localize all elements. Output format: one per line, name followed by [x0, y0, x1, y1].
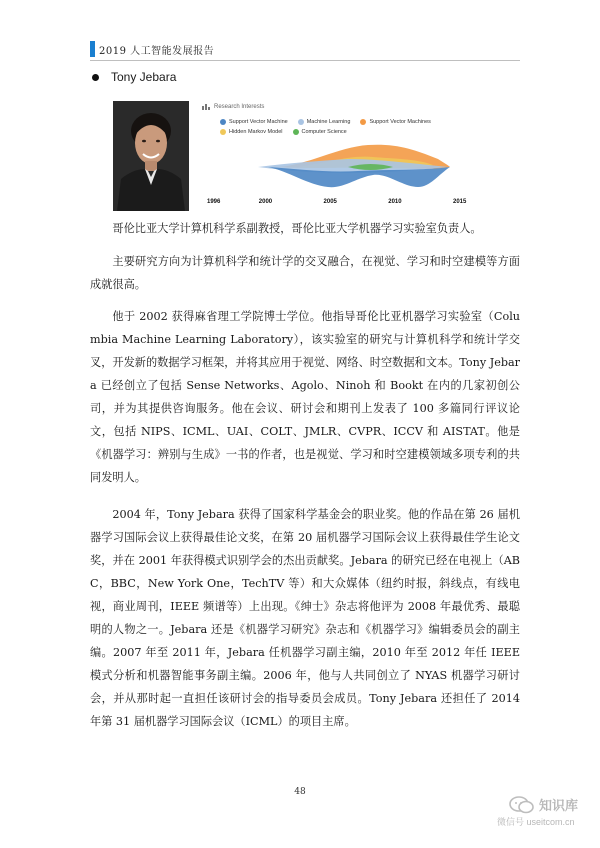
chart-header: [202, 103, 264, 110]
header-accent-bar: [90, 41, 95, 57]
legend-label: Support Vector Machine: [229, 119, 288, 125]
legend-item: [220, 119, 288, 125]
legend-swatch: [220, 119, 226, 125]
legend-swatch: [360, 119, 366, 125]
portrait-illustration: [113, 101, 189, 211]
legend-swatch: [293, 129, 299, 135]
section-bullet: [92, 70, 176, 84]
paragraph-research-focus: 主要研究方向为计算机科学和统计学的交叉融合，在视觉、学习和时空建模等方面成就很高。: [90, 255, 520, 291]
legend-label: Computer Science: [301, 129, 347, 135]
x-tick-label: 2000: [258, 199, 273, 205]
x-tick-label: 2005: [323, 199, 337, 205]
x-tick-label: 2010: [388, 199, 402, 205]
x-tick-label: 2015: [453, 199, 467, 205]
header-title: 2019 人工智能发展报告: [99, 45, 215, 57]
research-interests-chart: [198, 101, 470, 211]
wechat-icon: [509, 796, 535, 814]
legend-item: [360, 119, 430, 125]
chart-bars-icon: [202, 103, 211, 110]
x-tick-label: 1996: [207, 199, 221, 205]
page-number: 48: [294, 787, 306, 797]
running-header: [90, 40, 520, 58]
header-divider: [90, 60, 520, 61]
chart-legend: [220, 119, 470, 139]
legend-label: Machine Learning: [306, 119, 351, 125]
legend-item: [293, 129, 347, 135]
streamgraph: [198, 101, 470, 211]
legend-swatch: [220, 129, 226, 135]
bullet-dot-icon: [92, 74, 99, 81]
person-name: Tony Jebara: [111, 70, 177, 84]
legend-item: [298, 119, 351, 125]
portrait-photo: [113, 101, 189, 211]
watermark: [497, 792, 597, 832]
legend-swatch: [298, 119, 304, 125]
watermark-brand: 知识库: [539, 798, 579, 813]
legend-item: [220, 129, 283, 135]
paragraph-awards: 2004 年，Tony Jebara 获得了国家科学基金会的职业奖。他的作品在第 26 届机器学习国际会议上获得最佳论文奖，在第 20 届机器学习国际会议上获得最佳学生论文奖，并在 2001 年获得模式识别学会的杰出贡献奖。Jebara 的研究已经在电视上（ABC，BBC，New York One，TechTV 等）和大众媒体（纽约时报，斜线点，有线电视，商业周刊，IEEE 频谱等）上出现。《绅士》杂志将他评为 2008 年最优秀、最聪明的人物之一。Jebara 还是《机器学习研究》杂志和《机器学习》编辑委员会的副主编。2007 年至 2011 年，Jebara 任机器学习副主编，2010 年至 2012 年任 IEEE 模式分析和机器智能事务副主编。2006 年，他与人共同创立了 NYAS 机器学习研讨会，并从那时起一直担任该研讨会的指导委员会成员。Tony Jebara 还担任了 2014 年第 31 届机器学习国际会议（ICML）的项目主席。: [90, 508, 520, 728]
chart-title: Research Interests: [214, 103, 265, 110]
watermark-subtitle: 微信号 useitcom.cn: [497, 817, 575, 827]
photo-caption: 哥伦比亚大学计算机科学系副教授，哥伦比亚大学机器学习实验室负责人。: [112, 222, 482, 235]
legend-label: Support Vector Machines: [369, 119, 431, 125]
legend-label: Hidden Markov Model: [229, 129, 283, 135]
paragraph-education: 他于 2002 获得麻省理工学院博士学位。他指导哥伦比亚机器学习实验室（Columbia Machine Learning Laboratory），该实验室的研究与计算机科学和统计学交叉，开发新的数据学习框架，并将其应用于视觉、网络、时空数据和文本。Tony Jebara 已经创立了包括 Sense Networks、Agolo、Ninoh 和 Bookt 在内的几家初创公司，并为其提供咨询服务。他在会议、研讨会和期刊上发表了 100 多篇同行评议论文，包括 NIPS、ICML、UAI、COLT、JMLR、CVPR、ICCV 和 AISTAT。他是《机器学习：辨别与生成》一书的作者，也是视觉、学习和时空建模领域多项专利的共同发明人。: [90, 310, 520, 484]
